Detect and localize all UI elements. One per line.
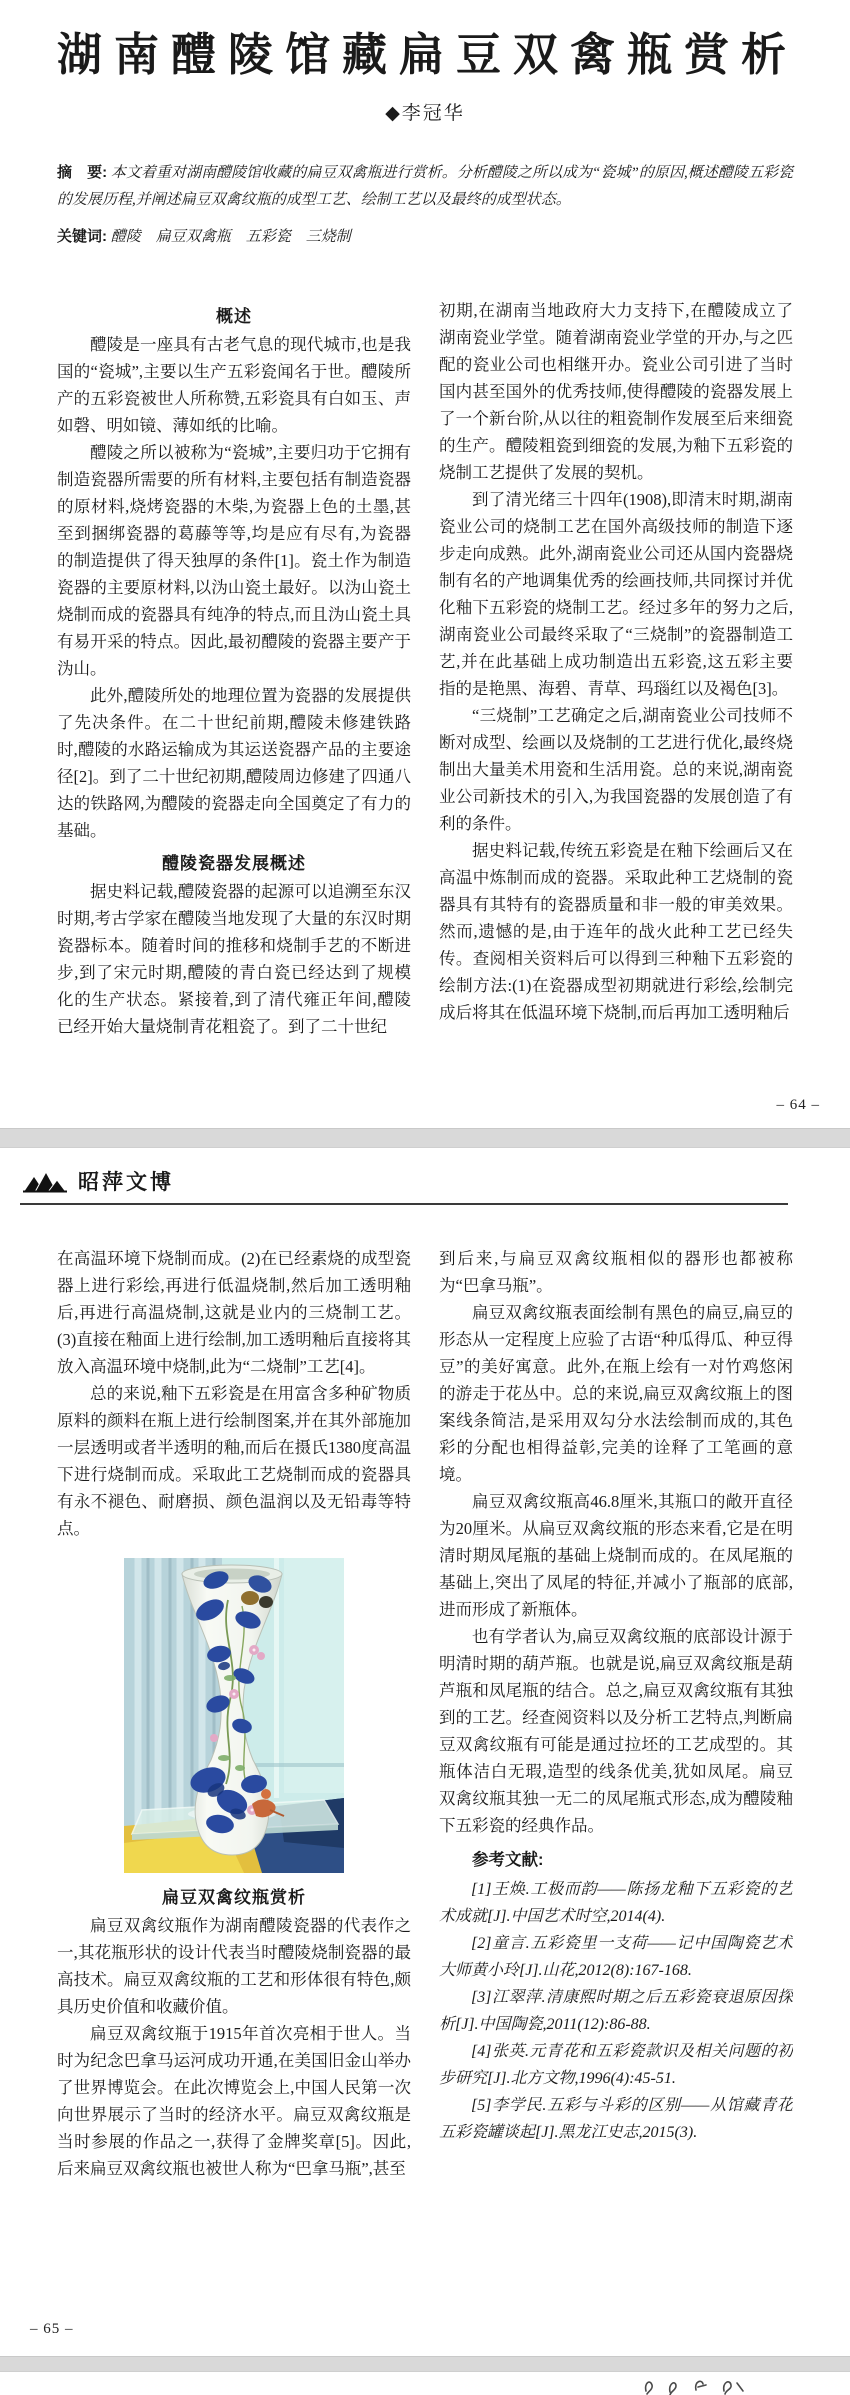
page2-right-column [439, 1245, 793, 2330]
page-separator [0, 1128, 850, 1148]
body-paragraph: 总的来说,釉下五彩瓷是在用富含多种矿物质原料的颜料在瓶上进行绘制图案,并在其外部施加一层透明或者半透明的釉,而后在摄氏1380度高温下进行烧制而成。采取此工艺烧制而成的瓷器具有永不褪色、耐磨损、颜色温润以及无铅毒等特点。 [57, 1384, 411, 1538]
page-separator [0, 2356, 850, 2372]
reference-item: [4]张英.元青花和五彩瓷款识及相关问题的初步研究[J].北方文物,1996(4):45-51. [439, 2043, 793, 2087]
keywords-text: 醴陵 扁豆双禽瓶 五彩瓷 三烧制 [110, 228, 351, 245]
body-paragraph: 扁豆双禽纹瓶高46.8厘米,其瓶口的敞开直径为20厘米。从扁豆双禽纹瓶的形态来看,它是在明清时期凤尾瓶的基础上烧制而成的。在凤尾瓶的基础上,突出了凤尾的特征,并减小了瓶部的底部,进而形成了新瓶体。 [439, 1492, 793, 1619]
section-heading: 扁豆双禽纹瓶赏析 [162, 1888, 306, 1907]
vase-photo-image [124, 1558, 344, 1873]
vase-photo [124, 1558, 344, 1873]
body-paragraph: 扁豆双禽纹瓶作为湖南醴陵瓷器的代表作之一,其花瓶形状的设计代表当时醴陵烧制瓷器的最高技术。扁豆双禽纹瓶的工艺和形体很有特色,颇具历史价值和收藏价值。 [57, 1916, 411, 2016]
next-page-sliver [0, 2372, 850, 2395]
keywords-label: 关键词: [57, 227, 107, 245]
page2-body [57, 1245, 793, 2330]
body-paragraph: 也有学者认为,扁豆双禽纹瓶的底部设计源于明清时期的葫芦瓶。也就是说,扁豆双禽纹瓶是葫芦瓶和凤尾瓶的结合。总之,扁豆双禽纹瓶有其独到的工艺。经查阅资料以及分析工艺特点,判断扁豆双禽纹瓶有可能是通过拉坯的工艺成型的。其瓶体洁白无瑕,造型的线条优美,犹如凤尾。扁豆双禽纹瓶其独一无二的凤尾瓶式形态,成为醴陵釉下五彩瓷的经典作品。 [439, 1627, 793, 1835]
body-paragraph: 扁豆双禽纹瓶表面绘制有黑色的扁豆,扁豆的形态从一定程度上应验了古语“种瓜得瓜、种豆得豆”的美好寓意。此外,在瓶上绘有一对竹鸡悠闲的游走于花丛中。总的来说,扁豆双禽纹瓶上的图案线条简洁,是采用双勾分水法绘制而成的,其色彩的分配也相得益彰,完美的诠释了工笔画的意境。 [439, 1303, 793, 1484]
page-number-64: – 64 – [776, 1097, 820, 1113]
body-paragraph: 据史料记载,醴陵瓷器的起源可以追溯至东汉时期,考古学家在醴陵当地发现了大量的东汉时期瓷器标本。随着时间的推移和烧制手艺的不断进步,到了宋元时期,醴陵的青白瓷已经达到了规模化的生产状态。紧接着,到了清代雍正年间,醴陵已经开始大量烧制青花粗瓷了。到了二十世纪 [57, 881, 411, 1036]
page1-left-column [57, 297, 411, 1109]
references-heading: 参考文献: [472, 1851, 544, 1869]
journal-page-2 [0, 1148, 850, 2356]
page-number-65: – 65 – [30, 2321, 74, 2337]
body-paragraph: 扁豆双禽纹瓶于1915年首次亮相于世人。当时为纪念巴拿马运河成功开通,在美国旧金山举办了世界博览会。在此次博览会上,中国人民第一次向世界展示了当时的经济水平。扁豆双禽纹瓶是当时参展的作品之一,获得了金牌奖章[5]。因此,后来扁豆双禽纹瓶也被世人称为“巴拿马瓶”,甚至 [57, 2024, 411, 2178]
body-paragraph: 到了清光绪三十四年(1908),即清末时期,湖南瓷业公司的烧制工艺在国外高级技师的制造下逐步走向成熟。此外,湖南瓷业公司还从国内瓷器烧制有名的产地调集优秀的绘画技师,共同探讨并优化釉下五彩瓷的烧制工艺。经过多年的努力之后,湖南瓷业公司最终采取了“三烧制”的瓷器制造工艺,并在此基础上成功制造出五彩瓷,这五彩主要指的是艳黑、海碧、青草、玛瑙红以及褐色[3]。 [439, 489, 793, 698]
author-line: ◆李冠华 [385, 102, 465, 124]
page2-left-column [57, 1245, 411, 2330]
reference-item: [1]王焕.工极而韵——陈扬龙釉下五彩瓷的艺术成就[J].中国艺术时空,2014(4). [439, 1881, 793, 1925]
abstract-label: 摘 要: [57, 163, 108, 181]
journal-section-header [20, 1156, 788, 1205]
body-paragraph-continued: 到后来,与扁豆双禽纹瓶相似的器形也都被称为“巴拿马瓶”。 [439, 1249, 793, 1295]
journal-logo-icon [22, 1169, 68, 1193]
body-paragraph: 据史料记载,传统五彩瓷是在釉下绘画后又在高温中炼制而成的瓷器。采取此种工艺烧制的瓷器具有其特有的瓷器质量和非一般的审美效果。然而,遗憾的是,由于连年的战火此种工艺已经失传。查阅相关资料后可以得到三种釉下五彩瓷的绘制方法:(1)在瓷器成型初期就进行彩绘,绘制完成后将其在低温环境下烧制,而后再加工透明釉后 [439, 840, 793, 1022]
page1-right-column [439, 297, 793, 1109]
page-title: 湖南醴陵馆藏扁豆双禽瓶赏析 [57, 30, 799, 80]
journal-page-1 [0, 0, 850, 1128]
keywords [57, 223, 793, 251]
body-paragraph: 醴陵之所以被称为“瓷城”,主要归功于它拥有制造瓷器所需要的所有材料,主要包括有制造瓷器的原材料,烧烤瓷器的木柴,为瓷器上色的土墨,甚至到捆绑瓷器的葛藤等等,均是应有尽有,为瓷器的制造提供了得天独厚的条件[1]。瓷土作为制造瓷器的主要原材料,以沩山瓷土最好。以沩山瓷土烧制而成的瓷器具有纯净的特点,而且沩山瓷土具有易开采的特点。因此,最初醴陵的瓷器主要产于沩山。 [57, 442, 411, 678]
page1-body [57, 297, 793, 1109]
section-heading: 醴陵瓷器发展概述 [162, 853, 306, 873]
handwriting-marks [640, 2375, 750, 2395]
abstract [57, 159, 793, 214]
section-heading: 概述 [216, 306, 252, 326]
body-paragraph-continued: 初期,在湖南当地政府大力支持下,在醴陵成立了湖南瓷业学堂。随着湖南瓷业学堂的开办,与之匹配的瓷业公司也相继开办。瓷业公司引进了当时国内甚至国外的优秀技师,使得醴陵的瓷器发展上了一个新台阶,从以往的粗瓷制作发展至后来细瓷的生产。醴陵粗瓷到细瓷的发展,为釉下五彩瓷的烧制工艺提供了发展的契机。 [439, 300, 793, 482]
body-paragraph-continued: 在高温环境下烧制而成。(2)在已经素烧的成型瓷器上进行彩绘,再进行低温烧制,然后加工透明釉后,再进行高温烧制,这就是业内的三烧制工艺。(3)直接在釉面上进行绘制,加工透明釉后直接将其放入高温环境中烧制,此为“二烧制”工艺[4]。 [57, 1249, 411, 1376]
body-paragraph: 醴陵是一座具有古老气息的现代城市,也是我国的“瓷城”,主要以生产五彩瓷闻名于世。醴陵所产的五彩瓷被世人所称赞,五彩瓷具有白如玉、声如磬、明如镜、薄如纸的比喻。 [57, 334, 411, 435]
body-paragraph: “三烧制”工艺确定之后,湖南瓷业公司技师不断对成型、绘画以及烧制的工艺进行优化,最终烧制出大量美术用瓷和生活用瓷。总的来说,湖南瓷业公司新技术的引入,为我国瓷器的发展创造了有利的条件。 [439, 705, 793, 833]
reference-item: [2]童言.五彩瓷里一支荷——记中国陶瓷艺术大师黄小玲[J].山花,2012(8):167-168. [439, 1935, 793, 1979]
body-paragraph: 此外,醴陵所处的地理位置为瓷器的发展提供了先决条件。在二十世纪前期,醴陵未修建铁路时,醴陵的水路运输成为其运送瓷器产品的主要途径[2]。到了二十世纪初期,醴陵周边修建了四通八达的铁路网,为醴陵的瓷器走向全国奠定了有力的基础。 [57, 685, 411, 840]
reference-item: [3]江翠萍.清康熙时期之后五彩瓷衰退原因探析[J].中国陶瓷,2011(12):86-88. [439, 1989, 793, 2033]
reference-item: [5]李学民.五彩与斗彩的区别——从馆藏青花五彩瓷罐谈起[J].黑龙江史志,2015(3). [439, 2097, 793, 2141]
abstract-text: 本文着重对湖南醴陵馆收藏的扁豆双禽瓶进行赏析。分析醴陵之所以成为“瓷城”的原因,概述醴陵五彩瓷的发展历程,并阐述扁豆双禽纹瓶的成型工艺、绘制工艺以及最终的成型状态。 [57, 164, 793, 208]
journal-section-title: 昭萍文博 [78, 1171, 174, 1194]
